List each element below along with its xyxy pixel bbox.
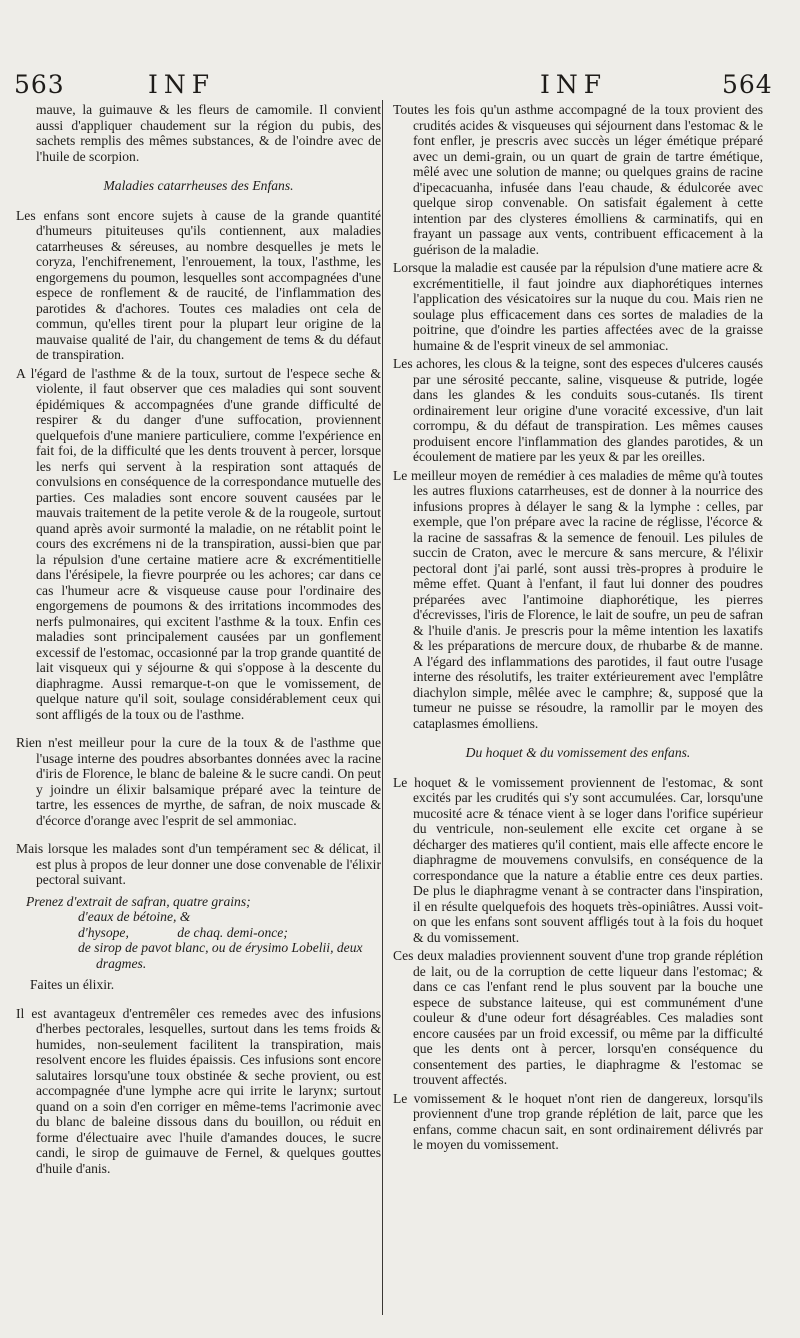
- paragraph: Mais lorsque les malades sont d'un tempérament sec & délicat, il est plus à propos de leur donner une dose convenable de l'élixir pectoral suivant.: [16, 841, 381, 887]
- paragraph: A l'égard de l'asthme & de la toux, surtout de l'espece seche & violente, il faut observer que ces maladies qui sont souvent épidémiques & accompagnées d'une grande difficulté de respirer & du danger d'une suffocation, proviennent quelquefois d'une maniere particuliere, comme l'expérience en fait foi, de la difficulté que les dents trouvent à percer, lorsque les nerfs qui servent à la respiration sont attaqués de convulsions en conséquence de la correspondance mutuelle des parties. Ces maladies sont encore souvent causées par le mauvais traitement de la petite verole & de la rougeole, surtout quand après avoir surmonté la maladie, on ne rétablit point le cours des excrémens ni de la transpiration, aussi-bien que par la répulsion d'une certaine matiere acre & excrémentitielle dans l'érésipele, la fievre pourprée ou les achores; car dans ce cas l'humeur acre & visqueuse cause pour l'ordinaire des engorgemens de poumons & des irritations incommodes des nerfs pulmonaires, qui excitent l'asthme & la toux. Enfin ces maladies sont principalement causées par un gonflement excessif de l'estomac, occasionné par la trop grande quantité de lait visqueux qui y séjourne & qui s'oppose à la descente du diaphragme. Aussi remarque-t-on que le vomissement, de quelque nature qu'il soit, soulage considérablement ceux qui sont affligés de la toux ou de l'asthme.: [16, 365, 381, 722]
- section-heading: Maladies catarrheuses des Enfans.: [103, 178, 294, 193]
- recipe-line: d'hysope, de chaq. demi-once;: [78, 924, 288, 940]
- recipe-line: dragmes.: [96, 955, 147, 971]
- column-divider: [382, 100, 383, 1315]
- paragraph: Ces deux maladies proviennent souvent d'une trop grande réplétion de lait, ou de la corruption de cette liqueur dans l'estomac; & dans ce cas l'enfant rend le plus souvent par la bouche une espece de substance laiteuse, qui est communément d'une couleur & d'une odeur fort désagréables. Ces maladies sont encore causées par un froid excessif, ou même par la difficulté que les dents ont à percer, lorsqu'en conséquence du consentement des parties, le diaphragme & l'estomac se trouvent affectés.: [393, 948, 763, 1087]
- recipe-line: de sirop de pavot blanc, ou de érysimo Lobelii, deux: [78, 940, 363, 955]
- section-heading: Du hoquet & du vomissement des enfans.: [465, 745, 691, 760]
- paragraph: Toutes les fois qu'un asthme accompagné de la toux provient des crudités acides & visqueuses qui séjournent dans l'estomac & le font enfler, je prescris avec succès un léger émétique préparé avec un demi-grain, ou un quart de grain de tartre émétique, mêlé avec une solution de manne; ou quelques grains de racine d'ipecacuanha, infusée dans l'eau chaude, & édulcorée avec quelque sirop convenable. On satisfait également à cette intention par des clysteres émolliens & carminatifs, qui en frayant un passage aux vents, contribuent efficacement à la guérison de la maladie.: [393, 102, 763, 257]
- right-page-number: 564: [722, 70, 773, 99]
- paragraph: Le hoquet & le vomissement proviennent de l'estomac, & sont excités par les crudités qui s'y sont accumulées. Car, lorsqu'une mucosité acre & ténace vient à se loger dans l'orifice supérieur du ventricule, non-seulement elle excite cet organe à se décharger des matieres qu'il contient, mais elle affecte encore le diaphragme de mouvemens convulsifs, en conséquence de la correspondance que la nature a établie entre ces deux parties. De plus le diaphragme venant à se contracter dans l'inspiration, il en résulte quelquefois des hoquets très-opiniâtres. Aussi voit-on que les enfans sont souvent affligés tout à la fois du hoquet & du vomissement.: [393, 774, 763, 945]
- paragraph: Le meilleur moyen de remédier à ces maladies de même qu'à toutes les autres fluxions catarrheuses, est de donner à la nourrice des infusions propres à délayer le sang & la lymphe : celles, par exemple, que l'on prépare avec la racine de réglisse, l'écorce & la racine de sassafras & la semence de fenouil. Les pilules de succin de Craton, avec le mercure & sans mercure, & l'élixir pectoral dont j'ai parlé, sont aussi très-propres à produire le même effet. Quant à l'enfant, il faut lui donner des poudres préparées avec l'antimoine diaphorétique, les pierres d'écrevisses, l'iris de Florence, le lait de soufre, un peu de safran & l'huile d'anis. Je prescris pour la même intention les laxatifs & les préparations de mercure doux, de rhubarbe & de manne. A l'égard des inflammations des parotides, il faut outre l'usage interne des résolutifs, les traiter extérieurement avec l'emplâtre diachylon simple, mêlée avec le camphre; &, supposé que la tumeur ne puisse se résoudre, la ramollir par le moyen des cataplasmes émolliens.: [393, 467, 763, 731]
- right-column: [393, 102, 763, 1156]
- recipe-line: Prenez d'extrait de safran, quatre grains;: [26, 893, 251, 909]
- right-running-head: INF: [540, 70, 608, 99]
- paragraph: Le vomissement & le hoquet n'ont rien de dangereux, lorsqu'ils proviennent d'une trop grande réplétion de lait, parce que les enfans, comme chacun sait, en sont ordinairement délivrés par le moyen du vomissement.: [393, 1090, 763, 1152]
- paragraph: mauve, la guimauve & les fleurs de camomile. Il convient aussi d'appliquer chaudement sur la région du pubis, des sachets remplis des mêmes substances, & de l'oindre avec de l'huile de scorpion.: [36, 102, 381, 164]
- left-column: [16, 102, 381, 1179]
- paragraph: Rien n'est meilleur pour la cure de la toux & de l'asthme que l'usage interne des poudres absorbantes données avec la racine d'iris de Florence, le blanc de baleine & le sucre candi. On peut y joindre un élixir balsamique préparé avec la teinture de tartre, les essences de myrthe, de safran, de noix muscade & d'écorce d'orange avec l'esprit de sel ammoniac.: [16, 735, 381, 828]
- recipe-line: d'eaux de bétoine, &: [78, 909, 191, 924]
- left-page-number: 563: [14, 70, 65, 99]
- paragraph: Il est avantageux d'entremêler ces remedes avec des infusions d'herbes pectorales, lesquelles, surtout dans les tems froids & humides, non-seulement facilitent la transpiration, mais resolvent encore les fluides épaissis. Ces infusions sont encore salutaires lorsqu'une toux obstinée & seche provient, ou est accompagnée d'une lymphe acre qui irrite le larynx; surtout quand on a soin d'en corriger en même-tems l'acrimonie avec du blanc de baleine dissous dans du bouillon, ou réduit en forme d'électuaire avec l'huile d'amandes douces, le sucre candi, le sirop de guimauve de Fernel, & quelques gouttes d'huile d'anis.: [16, 1005, 381, 1176]
- left-running-head: INF: [148, 70, 216, 99]
- paragraph: Les achores, les clous & la teigne, sont des especes d'ulceres causés par une sérosité peccante, saline, visqueuse & putride, logée dans les glandes & les conduits sous-cutanés. Ils tirent ordinairement leur origine d'une voracité excessive, d'un lait corrompu, & du défaut de transpiration. Les mêmes causes produisent encore l'inflammation des glandes parotides, & un écoulement de matiere par les yeux & par les oreilles.: [393, 356, 763, 464]
- paragraph: Les enfans sont encore sujets à cause de la grande quantité d'humeurs pituiteuses qu'ils contiennent, aux maladies catarrheuses & séreuses, au nombre desquelles je mets le coryza, l'enchifrenement, l'enrouement, la toux, l'asthme, les engorgemens du poumon, lesquelles sont accompagnées d'une espece de ronflement & de raucité, de l'inflammation des parotides & d'achores. Toutes ces maladies ont cela de commun, qu'elles tirent pour la plupart leur origine de la mauvaise qualité de l'air, du changement de tems & du défaut de transpiration.: [16, 207, 381, 362]
- paragraph: Lorsque la maladie est causée par la répulsion d'une matiere acre & excrémentitielle, il faut joindre aux diaphorétiques internes l'application des vésicatoires sur la nuque du cou. Mais rien ne soulage plus efficacement dans ces sortes de maladies de la poitrine, que d'oindre les parties affectées avec de la graisse humaine & de l'esprit vineux de sel ammoniac.: [393, 260, 763, 353]
- recipe: [16, 894, 381, 972]
- recipe-brace-label: de chaq. demi-once;: [177, 924, 288, 940]
- paragraph: Faites un élixir.: [30, 977, 115, 992]
